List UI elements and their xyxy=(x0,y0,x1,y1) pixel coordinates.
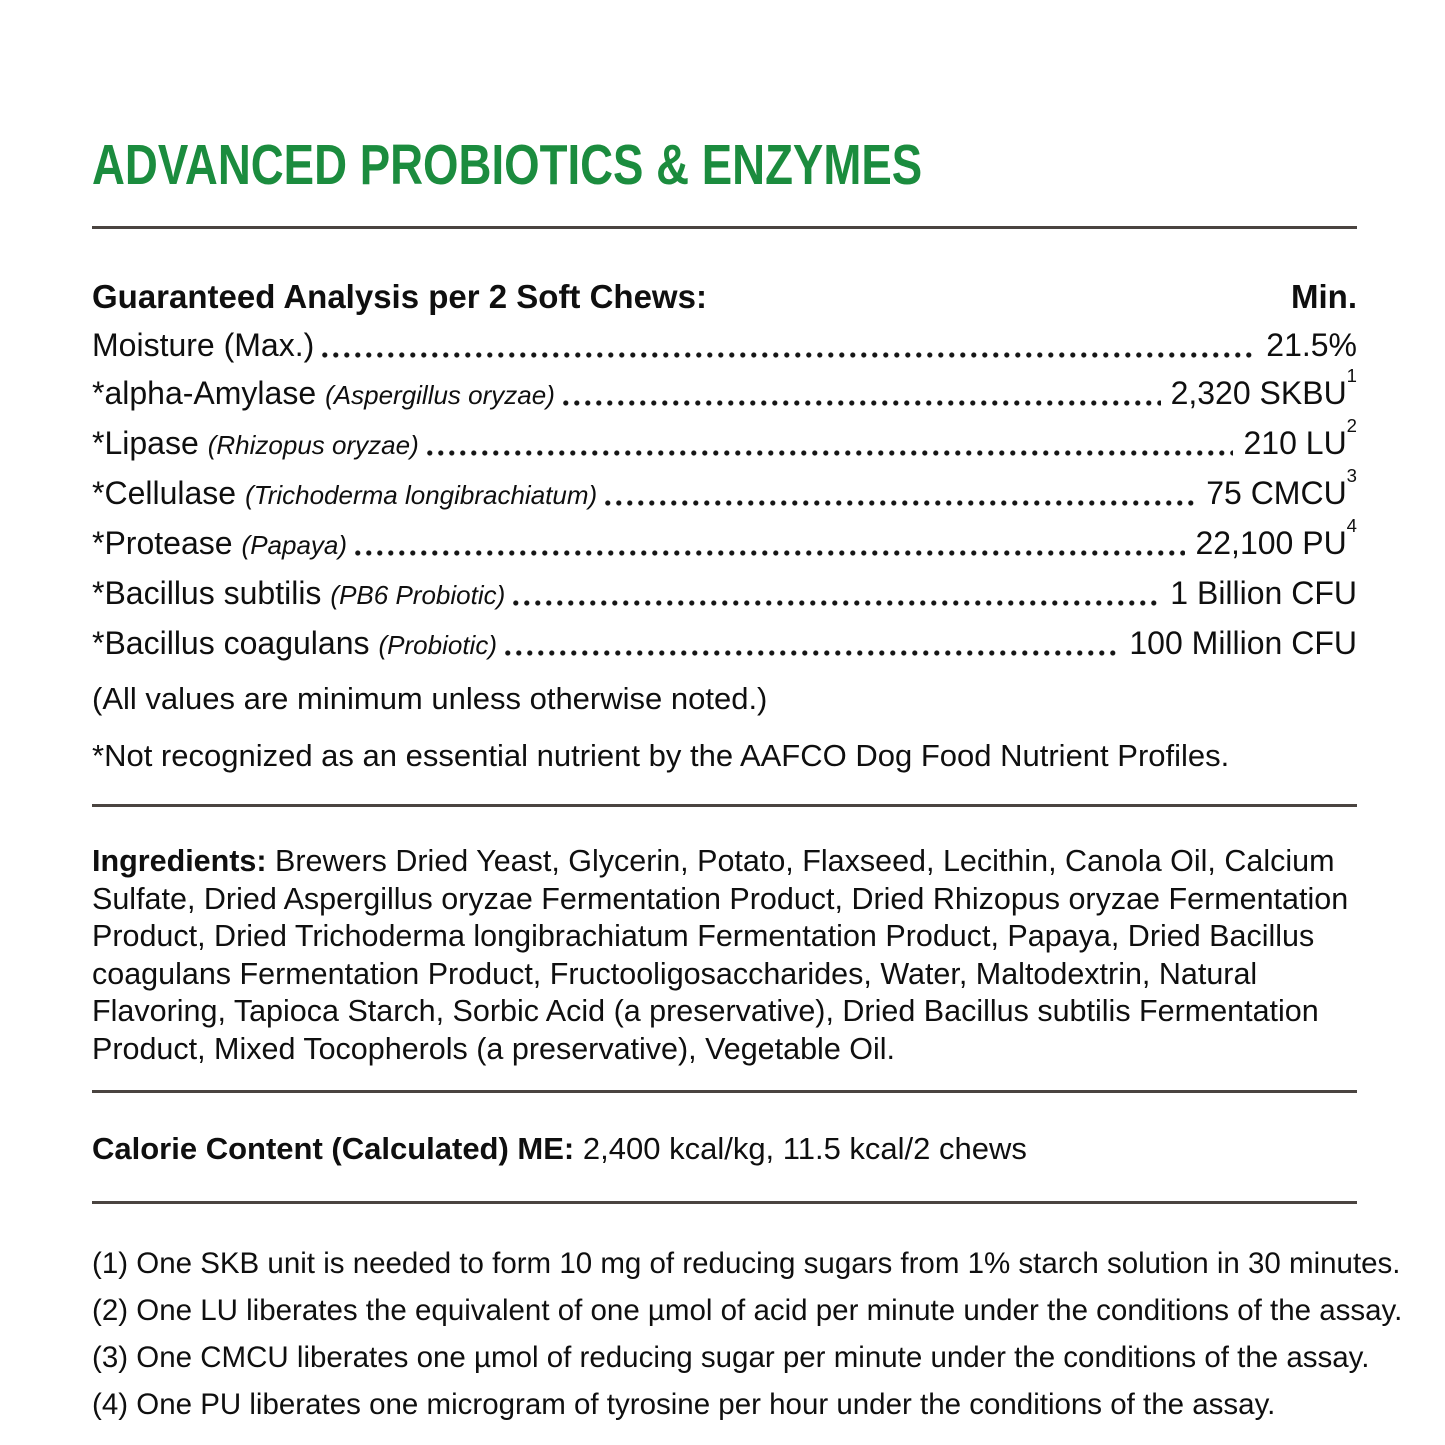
calorie-content-value: 2,400 kcal/kg, 11.5 kcal/2 chews xyxy=(582,1131,1027,1166)
analysis-row-cellulase xyxy=(92,465,1357,519)
nutrient-name: *Protease xyxy=(92,525,233,561)
guaranteed-analysis-header xyxy=(92,275,1357,319)
aafco-note: *Not recognized as an essential nutrient by the AAFCO Dog Food Nutrient Profiles. xyxy=(92,738,1230,773)
analysis-row-protease xyxy=(92,515,1357,569)
nutrient-source: (PB6 Probiotic) xyxy=(330,580,506,610)
minimum-values-note: (All values are minimum unless otherwise noted.) xyxy=(92,681,768,716)
nutrient-name: *Bacillus coagulans xyxy=(92,625,370,661)
analysis-header-label: Guaranteed Analysis per 2 Soft Chews: xyxy=(92,278,707,315)
nutrient-source: (Probiotic) xyxy=(378,630,497,660)
analysis-row-alpha-amylase xyxy=(92,365,1357,419)
footnotes-section xyxy=(92,1244,1403,1424)
nutrient-source: (Rhizopus oryzae) xyxy=(207,430,419,460)
divider xyxy=(92,804,1357,807)
nutrient-value: 2,320 SKBU$^1$ xyxy=(1170,365,1357,411)
ingredients-label: Ingredients: xyxy=(92,844,267,878)
analysis-row-bacillus-subtilis xyxy=(92,569,1357,619)
nutrient-value: 210 $LU^2$ xyxy=(1243,415,1357,461)
nutrient-value: 100 Million CFU xyxy=(1129,625,1357,661)
nutrient-name: Moisture (Max.) xyxy=(92,327,315,363)
footnote-4: (4) One PU liberates one microgram of tyrosine per hour under the conditions of the assay. xyxy=(92,1388,1276,1421)
product-title: ADVANCED PROBIOTICS & ENZYMES xyxy=(92,133,923,197)
footnote-2: (2) One LU liberates the equivalent of one µmol of acid per minute under the conditions of the assay. xyxy=(92,1294,1403,1327)
divider xyxy=(92,226,1357,229)
analysis-min-column-label: Min. xyxy=(1291,278,1357,315)
footnote-1: (1) One SKB unit is needed to form 10 mg of reducing sugars from 1% starch solution in 30 minutes. xyxy=(92,1247,1401,1280)
ingredients-section xyxy=(92,843,1357,1068)
footnote-ref: 1 xyxy=(1346,365,1357,387)
footnote-3: (3) One CMCU liberates one µmol of reducing sugar per minute under the conditions of the assay. xyxy=(92,1341,1370,1374)
ingredients-list: Brewers Dried Yeast, Glycerin, Potato, Flaxseed, Lecithin, Canola Oil, Calcium Sulfate, Dried Aspergillus oryzae Fermentation Product, Dried Rhizopus oryzae Fermentation Product, Dried Trichoderma longibrachiatum Fermentation Product, Papaya, Dried Bacillus coagulans Fermentation Product, Fructooligosaccharides, Water, Maltodextrin, Natural Flavoring, Tapioca Starch, Sorbic Acid (a preservative), Dried Bacillus subtilis Fermentation Product, Mixed Tocopherols (a preservative), Vegetable Oil. xyxy=(92,844,1349,1066)
nutrient-value: 75 CMCU$^3$ xyxy=(1206,465,1357,511)
footnote-ref: 4 xyxy=(1346,515,1357,537)
nutrient-value: 1 Billion CFU xyxy=(1170,575,1357,611)
divider xyxy=(92,1201,1357,1204)
nutrient-value: 22,100 $PU^4$ xyxy=(1195,515,1357,561)
nutrient-name: *Cellulase xyxy=(92,475,237,511)
calorie-content-label: Calorie Content (Calculated) ME: xyxy=(92,1131,575,1166)
footnote-ref: 2 xyxy=(1346,415,1357,437)
analysis-row-moisture xyxy=(92,321,1357,369)
nutrient-value: 21.5% xyxy=(1266,327,1357,363)
nutrient-name: *Bacillus subtilis xyxy=(92,575,322,611)
analysis-row-lipase xyxy=(92,415,1357,469)
analysis-row-bacillus-coagulans xyxy=(92,619,1357,669)
calorie-content-section xyxy=(92,1130,1357,1168)
nutrient-name: *Lipase xyxy=(92,425,199,461)
divider xyxy=(92,1090,1357,1093)
nutrient-source: (Papaya) xyxy=(241,530,348,560)
nutrient-source: (Trichoderma longibrachiatum) xyxy=(245,480,598,510)
footnote-ref: 3 xyxy=(1346,465,1357,487)
guaranteed-analysis-table xyxy=(92,321,1357,669)
nutrient-name: *alpha-Amylase xyxy=(92,375,317,411)
nutrient-source: (Aspergillus oryzae) xyxy=(325,380,555,410)
